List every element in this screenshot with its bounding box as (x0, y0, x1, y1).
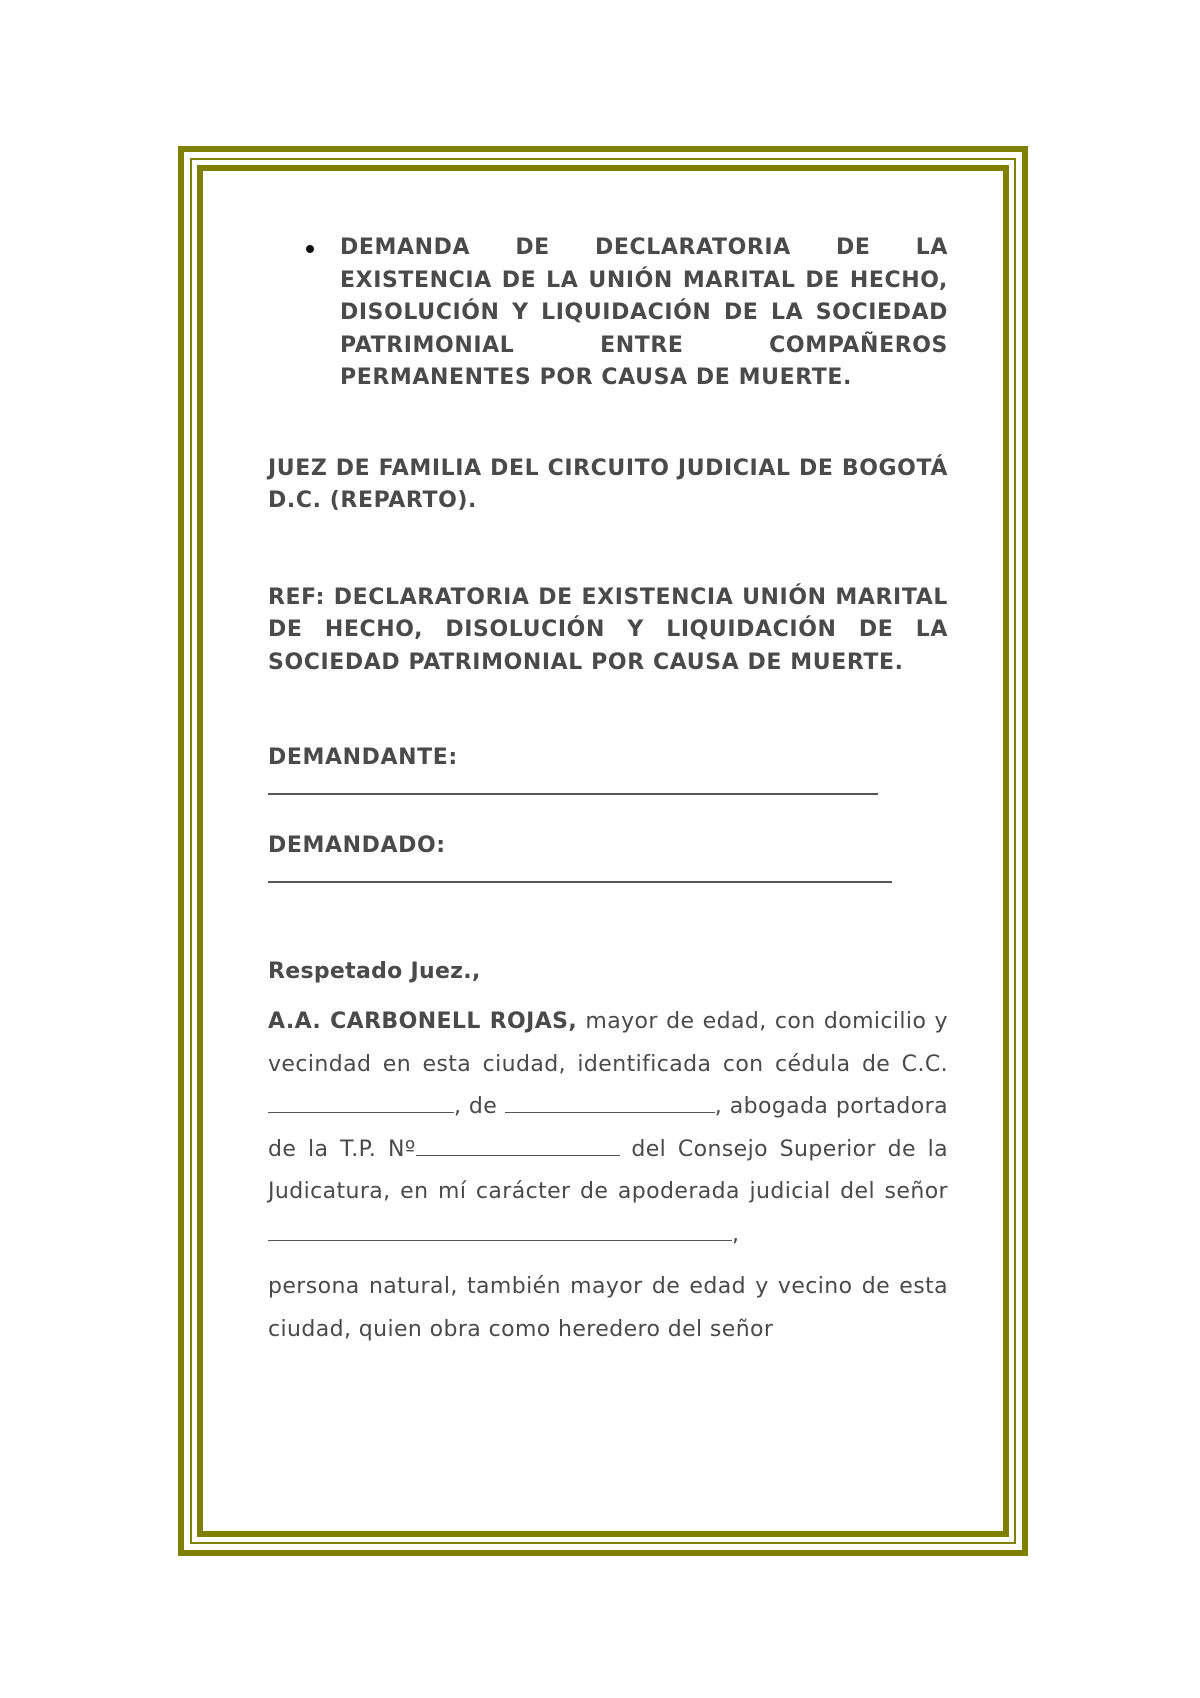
reference: REF: DECLARATORIA DE EXISTENCIA UNIÓN MARITAL DE HECHO, DISOLUCIÓN Y LIQUIDACIÓN DE LA SOCIEDAD PATRIMONIAL POR CAUSA DE MUERTE. (268, 584, 948, 675)
demandado-blank-line (268, 881, 892, 883)
attorney-name: A.A. CARBONELL ROJAS, (268, 1009, 578, 1034)
demandante-blank-line (268, 793, 878, 795)
body-paragraph-2: persona natural, también mayor de edad y vecino de esta ciudad, quien obra como heredero del señor (268, 1274, 948, 1342)
document-title: DEMANDA DE DECLARATORIA DE LA EXISTENCIA DE LA UNIÓN MARITAL DE HECHO, DISOLUCIÓN Y LIQUIDACIÓN DE LA SOCIEDAD PATRIMONIAL ENTRE COMPAÑEROS PERMANENTES POR CAUSA DE MUERTE. (340, 235, 948, 390)
demandante-label: DEMANDANTE: (268, 745, 458, 770)
body-text (268, 1001, 948, 1351)
body-text-segment-2: , de (454, 1094, 498, 1119)
document-title-bullet (268, 232, 948, 395)
body-text-segment-4: del Consejo Superior de la Judicatura, en mí carácter de apoderada judicial del señor (268, 1136, 948, 1204)
document-body (268, 232, 948, 1351)
addressee: JUEZ DE FAMILIA DEL CIRCUITO JUDICIAL DE BOGOTÁ D.C. (REPARTO). (268, 455, 948, 513)
cc-city-blank (505, 1090, 715, 1113)
body-paragraph-1 (268, 1001, 948, 1256)
client-name-blank (268, 1218, 732, 1241)
demandado-label: DEMANDADO: (268, 833, 446, 858)
tp-number-blank (416, 1133, 620, 1156)
body-text-segment-3: , abogada portadora de la T.P. Nº (268, 1094, 948, 1162)
body-text-segment-5: , (732, 1221, 740, 1247)
greeting: Respetado Juez., (268, 959, 481, 984)
body-text-segment-1: mayor de edad, con domicilio y vecindad en esta ciudad, identificada con cédula de C.C. (268, 1009, 948, 1077)
cc-number-blank (268, 1090, 454, 1113)
bullet-icon (268, 232, 340, 264)
